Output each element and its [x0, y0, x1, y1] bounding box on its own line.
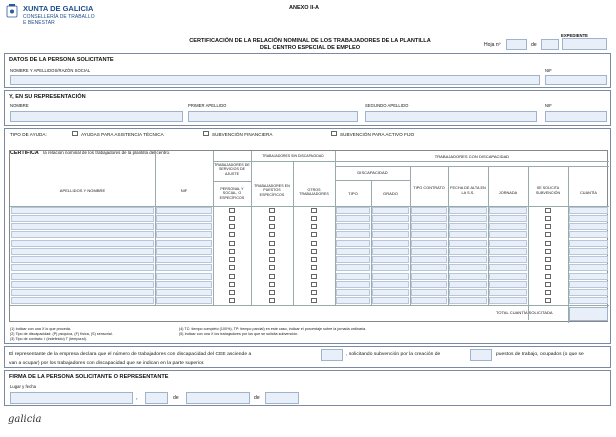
ajuste-checkbox[interactable] — [229, 257, 235, 262]
solicita-checkbox[interactable] — [545, 265, 551, 270]
name-cell[interactable] — [11, 289, 154, 296]
place-input[interactable] — [10, 392, 133, 404]
table-row — [10, 289, 609, 297]
tipo-cell[interactable] — [336, 281, 370, 288]
table-row — [10, 272, 609, 280]
contrato-cell[interactable] — [411, 297, 447, 304]
cuantia-cell[interactable] — [569, 248, 608, 255]
contrato-cell[interactable] — [411, 248, 447, 255]
month-input[interactable] — [186, 392, 250, 404]
cuantia-cell[interactable] — [569, 264, 608, 271]
solicita-checkbox[interactable] — [545, 290, 551, 295]
contrato-cell[interactable] — [411, 273, 447, 280]
nif-cell[interactable] — [156, 207, 212, 214]
rep-surname2-label: SEGUNDO APELLIDO — [365, 103, 409, 108]
footer-brand: galicia — [8, 414, 42, 425]
applicant-nif-label: NIF — [545, 68, 552, 73]
ajuste-checkbox[interactable] — [229, 298, 235, 303]
col-nif-header: NIF — [180, 188, 188, 193]
workers-table — [9, 150, 608, 322]
name-cell[interactable] — [11, 248, 154, 255]
nif-cell[interactable] — [156, 264, 212, 271]
aid-option-3-checkbox[interactable] — [331, 131, 337, 136]
representative-section-title: Y, EN SU REPRESENTACIÓN — [9, 94, 86, 100]
contrato-cell[interactable] — [411, 240, 447, 247]
tipo-cell[interactable] — [336, 215, 370, 222]
ajuste-checkbox[interactable] — [229, 265, 235, 270]
note-3: (3) Tipo de contrato: I (indefinido) T (temporal). — [10, 337, 87, 341]
aid-type-label: TIPO DE AYUDA: — [10, 132, 47, 137]
grado-cell[interactable] — [372, 281, 409, 288]
cuantia-cell[interactable] — [569, 240, 608, 247]
table-row — [10, 280, 609, 288]
rep-nif-label: NIF — [545, 103, 552, 108]
solicita-checkbox[interactable] — [545, 249, 551, 254]
total-input[interactable] — [569, 307, 608, 321]
tipo-cell[interactable] — [336, 248, 370, 255]
tipo-cell[interactable] — [336, 240, 370, 247]
name-cell[interactable] — [11, 273, 154, 280]
name-cell[interactable] — [11, 281, 154, 288]
solicita-checkbox[interactable] — [545, 232, 551, 237]
certifica-keyword: CERTIFICA — [10, 150, 39, 156]
contrato-cell[interactable] — [411, 281, 447, 288]
cuantia-cell[interactable] — [569, 289, 608, 296]
coat-of-arms-icon — [6, 4, 18, 18]
solicita-checkbox[interactable] — [545, 224, 551, 229]
applicant-section — [4, 53, 611, 88]
jornada-cell[interactable] — [489, 248, 527, 255]
col-puestos-header: TRABAJADORES EN PUESTOS ESPECÍFICOS — [254, 184, 290, 197]
grado-cell[interactable] — [372, 215, 409, 222]
puestos-checkbox[interactable] — [269, 241, 275, 246]
solicita-checkbox[interactable] — [545, 216, 551, 221]
puestos-checkbox[interactable] — [269, 290, 275, 295]
puestos-checkbox[interactable] — [269, 232, 275, 237]
jornada-cell[interactable] — [489, 297, 527, 304]
contrato-cell[interactable] — [411, 231, 447, 238]
aid-option-2-label: SUBVENCIÓN FINANCIERA — [212, 132, 273, 137]
cuantia-cell[interactable] — [569, 256, 608, 263]
declaration-part-3: puestos de trabajo, ocupados (o que se — [496, 352, 584, 357]
ajuste-checkbox[interactable] — [229, 224, 235, 229]
fecha-cell[interactable] — [449, 240, 487, 247]
otros-checkbox[interactable] — [311, 208, 317, 213]
col-otros-header: OTROS TRABAJADORES — [299, 188, 329, 197]
tipo-cell[interactable] — [336, 207, 370, 214]
fecha-cell[interactable] — [449, 248, 487, 255]
col-contrato-header: TIPO CONTRATO — [413, 186, 445, 190]
applicant-name-label: NOMBRE Y APELLIDOS/RAZÓN SOCIAL — [10, 68, 91, 73]
name-cell[interactable] — [11, 240, 154, 247]
note-1: (1) Indicar con una X lo que proceda. — [10, 327, 71, 331]
org-name: XUNTA DE GALICIA — [23, 4, 94, 13]
fecha-cell[interactable] — [449, 264, 487, 271]
tipo-cell[interactable] — [336, 273, 370, 280]
note-5: (5) Indicar con una X los trabajadores por los que se solicita subvención. — [179, 332, 299, 336]
place-date-label: Lugar y fecha — [10, 384, 37, 389]
group-con-discapacidad: TRABAJADORES CON DISCAPACIDAD — [434, 154, 510, 159]
col-ajuste-header: TRABAJADORES DE SERVICIOS DE AJUSTE — [214, 163, 250, 176]
day-input[interactable] — [145, 392, 168, 404]
tipo-cell[interactable] — [336, 264, 370, 271]
nif-cell[interactable] — [156, 223, 212, 230]
nif-cell[interactable] — [156, 281, 212, 288]
puestos-checkbox[interactable] — [269, 257, 275, 262]
tipo-cell[interactable] — [336, 223, 370, 230]
table-row — [10, 223, 609, 231]
table-body — [10, 206, 609, 305]
grado-cell[interactable] — [372, 264, 409, 271]
group-discapacidad: DISCAPACIDAD — [357, 170, 388, 175]
cuantia-cell[interactable] — [569, 273, 608, 280]
col-name-header: APELLIDOS Y NOMBRE — [59, 188, 106, 193]
table-row — [10, 239, 609, 247]
rep-surname1-label: PRIMER APELLIDO — [188, 103, 227, 108]
jornada-cell[interactable] — [489, 289, 527, 296]
jornada-cell[interactable] — [489, 215, 527, 222]
ajuste-checkbox[interactable] — [229, 290, 235, 295]
jornada-cell[interactable] — [489, 223, 527, 230]
tipo-cell[interactable] — [336, 289, 370, 296]
fecha-cell[interactable] — [449, 256, 487, 263]
otros-checkbox[interactable] — [311, 290, 317, 295]
declaration-section — [4, 346, 611, 368]
note-2: (2) Tipo de discapacidad: (P) psíquica, (F) física, (S) sensorial. — [10, 332, 113, 336]
jornada-cell[interactable] — [489, 231, 527, 238]
otros-checkbox[interactable] — [311, 257, 317, 262]
otros-checkbox[interactable] — [311, 224, 317, 229]
tipo-cell[interactable] — [336, 297, 370, 304]
aid-table-section — [4, 128, 611, 344]
hoja-number-input[interactable] — [506, 39, 527, 50]
jornada-cell[interactable] — [489, 256, 527, 263]
contrato-cell[interactable] — [411, 289, 447, 296]
signature-section — [4, 370, 611, 406]
fecha-cell[interactable] — [449, 281, 487, 288]
page-title-line-2: DEL CENTRO ESPECIAL DE EMPLEO — [259, 45, 361, 51]
contrato-cell[interactable] — [411, 256, 447, 263]
puestos-checkbox[interactable] — [269, 298, 275, 303]
expediente-label: EXPEDIENTE — [561, 33, 589, 38]
jornada-cell[interactable] — [489, 281, 527, 288]
grado-cell[interactable] — [372, 240, 409, 247]
name-cell[interactable] — [11, 297, 154, 304]
jornada-cell[interactable] — [489, 240, 527, 247]
hoja-total-input[interactable] — [541, 39, 559, 50]
puestos-checkbox[interactable] — [269, 265, 275, 270]
fecha-cell[interactable] — [449, 223, 487, 230]
certifica-text: la relación nominal de los trabajadores de la plantilla del centro. — [43, 150, 171, 155]
declaration-part-1: El representante de la empresa declara que el número de trabajadores con discapacidad del CEE asciende a — [9, 352, 252, 357]
fecha-cell[interactable] — [449, 289, 487, 296]
otros-checkbox[interactable] — [311, 249, 317, 254]
grado-cell[interactable] — [372, 289, 409, 296]
fecha-cell[interactable] — [449, 207, 487, 214]
contrato-cell[interactable] — [411, 223, 447, 230]
name-cell[interactable] — [11, 256, 154, 263]
page-title-line-1: CERTIFICACIÓN DE LA RELACIÓN NOMINAL DE LOS TRABAJADORES DE LA PLANTILLA — [189, 38, 431, 44]
otros-checkbox[interactable] — [311, 298, 317, 303]
puestos-checkbox[interactable] — [269, 249, 275, 254]
year-input[interactable] — [265, 392, 299, 404]
fecha-cell[interactable] — [449, 297, 487, 304]
dept-line-1: CONSELLERÍA DE TRABALLO — [23, 14, 95, 20]
cuantia-cell[interactable] — [569, 281, 608, 288]
tipo-cell[interactable] — [336, 231, 370, 238]
nif-cell[interactable] — [156, 248, 212, 255]
grado-cell[interactable] — [372, 231, 409, 238]
grado-cell[interactable] — [372, 256, 409, 263]
puestos-checkbox[interactable] — [269, 274, 275, 279]
ajuste-checkbox[interactable] — [229, 241, 235, 246]
annex-label: ANEXO II-A — [289, 5, 319, 11]
solicita-checkbox[interactable] — [545, 257, 551, 262]
nif-cell[interactable] — [156, 297, 212, 304]
col-solicita-header: SE SOLICITA SUBVENCIÓN — [535, 186, 561, 195]
solicita-checkbox[interactable] — [545, 274, 551, 279]
ajuste-checkbox[interactable] — [229, 208, 235, 213]
fecha-cell[interactable] — [449, 273, 487, 280]
aid-option-2-checkbox[interactable] — [203, 131, 209, 136]
note-4: (4) TC: tiempo completo (100%), TP: tiempo parcial) en este caso, indicar el porcentaje sobre la jornada ordinaria. — [179, 327, 367, 331]
solicita-checkbox[interactable] — [545, 208, 551, 213]
puestos-checkbox[interactable] — [269, 224, 275, 229]
col-jornada-header: JORNADA — [498, 191, 518, 195]
name-cell[interactable] — [11, 223, 154, 230]
nif-cell[interactable] — [156, 273, 212, 280]
hoja-label: Hoja nº — [484, 42, 501, 48]
applicant-section-title: DATOS DE LA PERSONA SOLICITANTE — [9, 57, 114, 63]
ajuste-checkbox[interactable] — [229, 249, 235, 254]
nif-cell[interactable] — [156, 215, 212, 222]
jornada-cell[interactable] — [489, 273, 527, 280]
col-fecha-header: FECHA DE ALTA EN LA S.S. — [450, 186, 486, 195]
solicita-checkbox[interactable] — [545, 282, 551, 287]
jornada-cell[interactable] — [489, 264, 527, 271]
table-row — [10, 297, 609, 305]
place-comma: , — [136, 395, 138, 401]
table-row — [10, 206, 609, 214]
name-cell[interactable] — [11, 231, 154, 238]
col-tipo-header: TIPO — [348, 191, 358, 196]
total-label: TOTAL CUANTÍA SOLICITADA — [496, 310, 553, 315]
rep-nif-input[interactable] — [545, 111, 607, 122]
nif-cell[interactable] — [156, 256, 212, 263]
nif-cell[interactable] — [156, 231, 212, 238]
logo — [6, 4, 96, 28]
rep-surname1-input[interactable] — [188, 111, 358, 122]
col-cuantia-header: CUANTÍA — [579, 191, 597, 195]
grado-cell[interactable] — [372, 297, 409, 304]
otros-checkbox[interactable] — [311, 216, 317, 221]
aid-option-3-label: SUBVENCIÓN PARA ACTIVO FIJO — [340, 132, 415, 137]
contrato-cell[interactable] — [411, 207, 447, 214]
puestos-checkbox[interactable] — [269, 282, 275, 287]
expediente-input[interactable] — [562, 38, 607, 50]
jornada-cell[interactable] — [489, 207, 527, 214]
cuantia-cell[interactable] — [569, 215, 608, 222]
grado-cell[interactable] — [372, 223, 409, 230]
ajuste-checkbox[interactable] — [229, 274, 235, 279]
cuantia-cell[interactable] — [569, 223, 608, 230]
date-de-2: de — [254, 395, 260, 401]
table-row — [10, 247, 609, 255]
table-row — [10, 231, 609, 239]
cuantia-cell[interactable] — [569, 207, 608, 214]
tipo-cell[interactable] — [336, 256, 370, 263]
table-row — [10, 264, 609, 272]
otros-checkbox[interactable] — [311, 274, 317, 279]
name-cell[interactable] — [11, 215, 154, 222]
ajuste-checkbox[interactable] — [229, 282, 235, 287]
dept-line-2: E BENESTAR — [23, 20, 55, 26]
aid-option-1-checkbox[interactable] — [72, 131, 78, 136]
grado-cell[interactable] — [372, 207, 409, 214]
cuantia-cell[interactable] — [569, 231, 608, 238]
table-row — [10, 256, 609, 264]
aid-option-1-label: AYUDAS PARA ASISTENCIA TÉCNICA — [81, 132, 164, 137]
grado-cell[interactable] — [372, 273, 409, 280]
new-jobs-count-input[interactable] — [470, 349, 492, 361]
fecha-cell[interactable] — [449, 215, 487, 222]
group-sin-discapacidad: TRABAJADORES SIN DISCAPACIDAD — [262, 154, 324, 158]
grado-cell[interactable] — [372, 248, 409, 255]
nif-cell[interactable] — [156, 240, 212, 247]
date-de-1: de — [173, 395, 179, 401]
ajuste-checkbox[interactable] — [229, 232, 235, 237]
puestos-checkbox[interactable] — [269, 208, 275, 213]
declaration-part-2: , solicitando subvención por la creación de — [346, 352, 441, 357]
representative-section — [4, 90, 611, 126]
hoja-de-label: de — [531, 42, 537, 48]
solicita-checkbox[interactable] — [545, 241, 551, 246]
solicita-checkbox[interactable] — [545, 298, 551, 303]
nif-cell[interactable] — [156, 289, 212, 296]
contrato-cell[interactable] — [411, 215, 447, 222]
rep-name-label: NOMBRE — [10, 103, 29, 108]
disabled-workers-count-input[interactable] — [321, 349, 343, 361]
ajuste-checkbox[interactable] — [229, 216, 235, 221]
otros-checkbox[interactable] — [311, 265, 317, 270]
contrato-cell[interactable] — [411, 264, 447, 271]
col-personal-header: PERSONAL Y SOCIAL, O ESPECÍFICOS — [219, 187, 245, 200]
otros-checkbox[interactable] — [311, 232, 317, 237]
applicant-nif-input[interactable] — [545, 75, 607, 85]
otros-checkbox[interactable] — [311, 241, 317, 246]
applicant-name-input[interactable] — [10, 75, 540, 85]
name-cell[interactable] — [11, 264, 154, 271]
col-grado-header: GRADO — [383, 191, 398, 196]
cuantia-cell[interactable] — [569, 297, 608, 304]
fecha-cell[interactable] — [449, 231, 487, 238]
declaration-part-4: van a ocupar) por los trabajadores con discapacidad que se indican en la parte superior. — [9, 361, 205, 366]
otros-checkbox[interactable] — [311, 282, 317, 287]
puestos-checkbox[interactable] — [269, 216, 275, 221]
rep-surname2-input[interactable] — [365, 111, 537, 122]
table-row — [10, 214, 609, 222]
signature-section-title: FIRMA DE LA PERSONA SOLICITANTE O REPRESENTANTE — [9, 374, 169, 380]
rep-name-input[interactable] — [10, 111, 183, 122]
name-cell[interactable] — [11, 207, 154, 214]
